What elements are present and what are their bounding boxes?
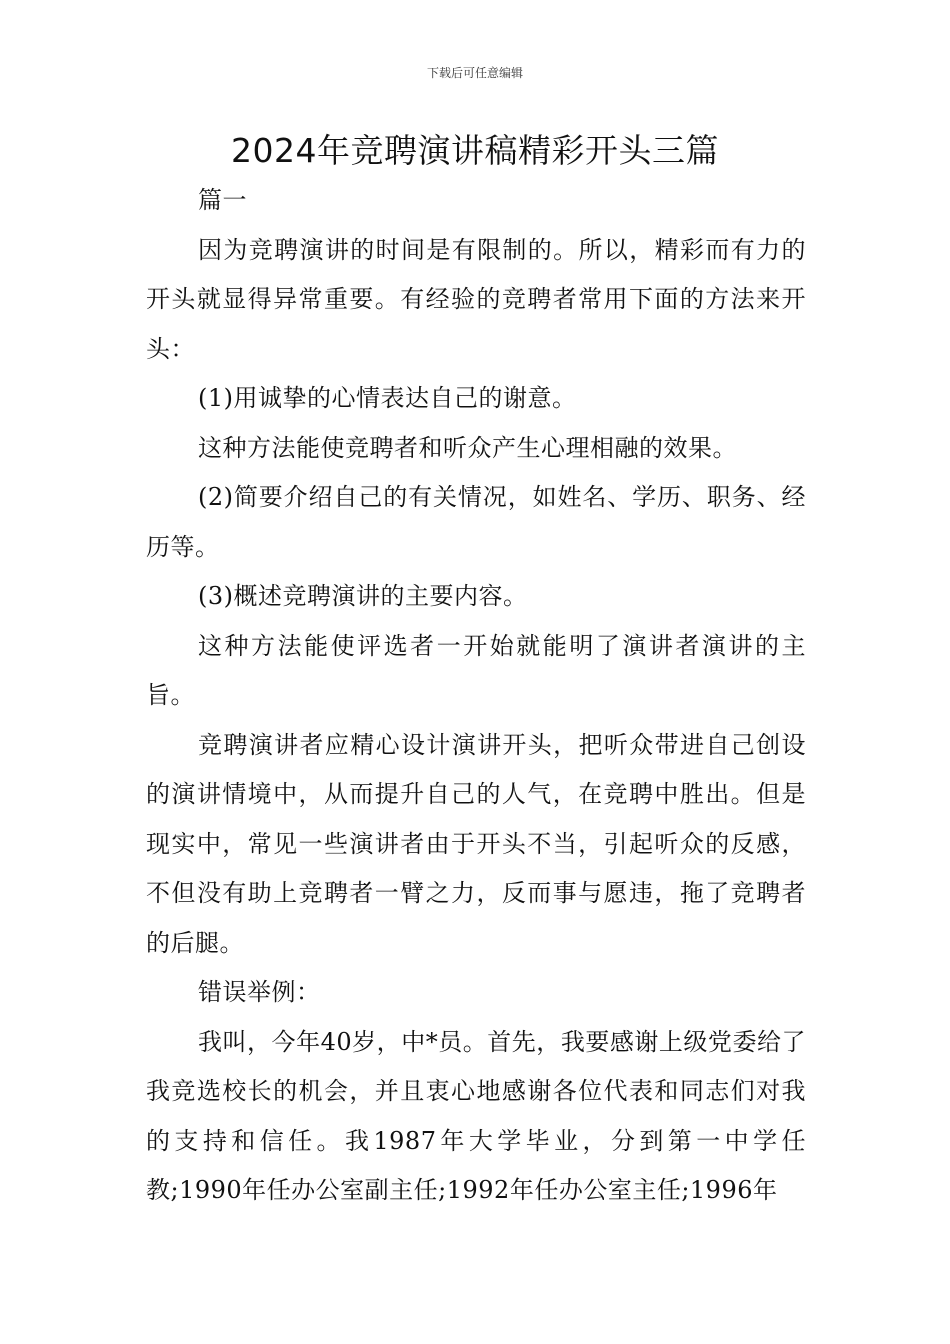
document-body	[146, 176, 806, 1216]
section-heading: 篇一	[198, 186, 247, 214]
list-item: (1)用诚挚的心情表达自己的谢意。	[198, 384, 577, 412]
paragraph: 这种方法能使评选者一开始就能明了演讲者演讲的主旨。	[146, 631, 806, 709]
document-title: 2024年竞聘演讲稿精彩开头三篇	[231, 131, 719, 170]
paragraph: 我叫，今年40岁，中*员。首先，我要感谢上级党委给了我竞选校长的机会，并且衷心地感谢各位代表和同志们对我的支持和信任。我1987年大学毕业，分到第一中学任教;1990年任办公室副主任;1992年任办公室主任;1996年	[146, 1027, 806, 1204]
paragraph: 因为竞聘演讲的时间是有限制的。所以，精彩而有力的开头就显得异常重要。有经验的竞聘者常用下面的方法来开头：	[146, 235, 806, 363]
list-item: (3)概述竞聘演讲的主要内容。	[198, 582, 528, 610]
header-note: 下载后可任意编辑	[426, 66, 523, 80]
paragraph: 这种方法能使竞聘者和听众产生心理相融的效果。	[198, 433, 737, 462]
paragraph: 错误举例：	[198, 978, 321, 1006]
list-item: (2)简要介绍自己的有关情况，如姓名、学历、职务、经历等。	[146, 483, 806, 561]
paragraph: 竞聘演讲者应精心设计演讲开头，把听众带进自己创设的演讲情境中，从而提升自己的人气，在竞聘中胜出。但是现实中，常见一些演讲者由于开头不当，引起听众的反感，不但没有助上竞聘者一臂之力，反而事与愿违，拖了竞聘者的后腿。	[146, 730, 806, 957]
